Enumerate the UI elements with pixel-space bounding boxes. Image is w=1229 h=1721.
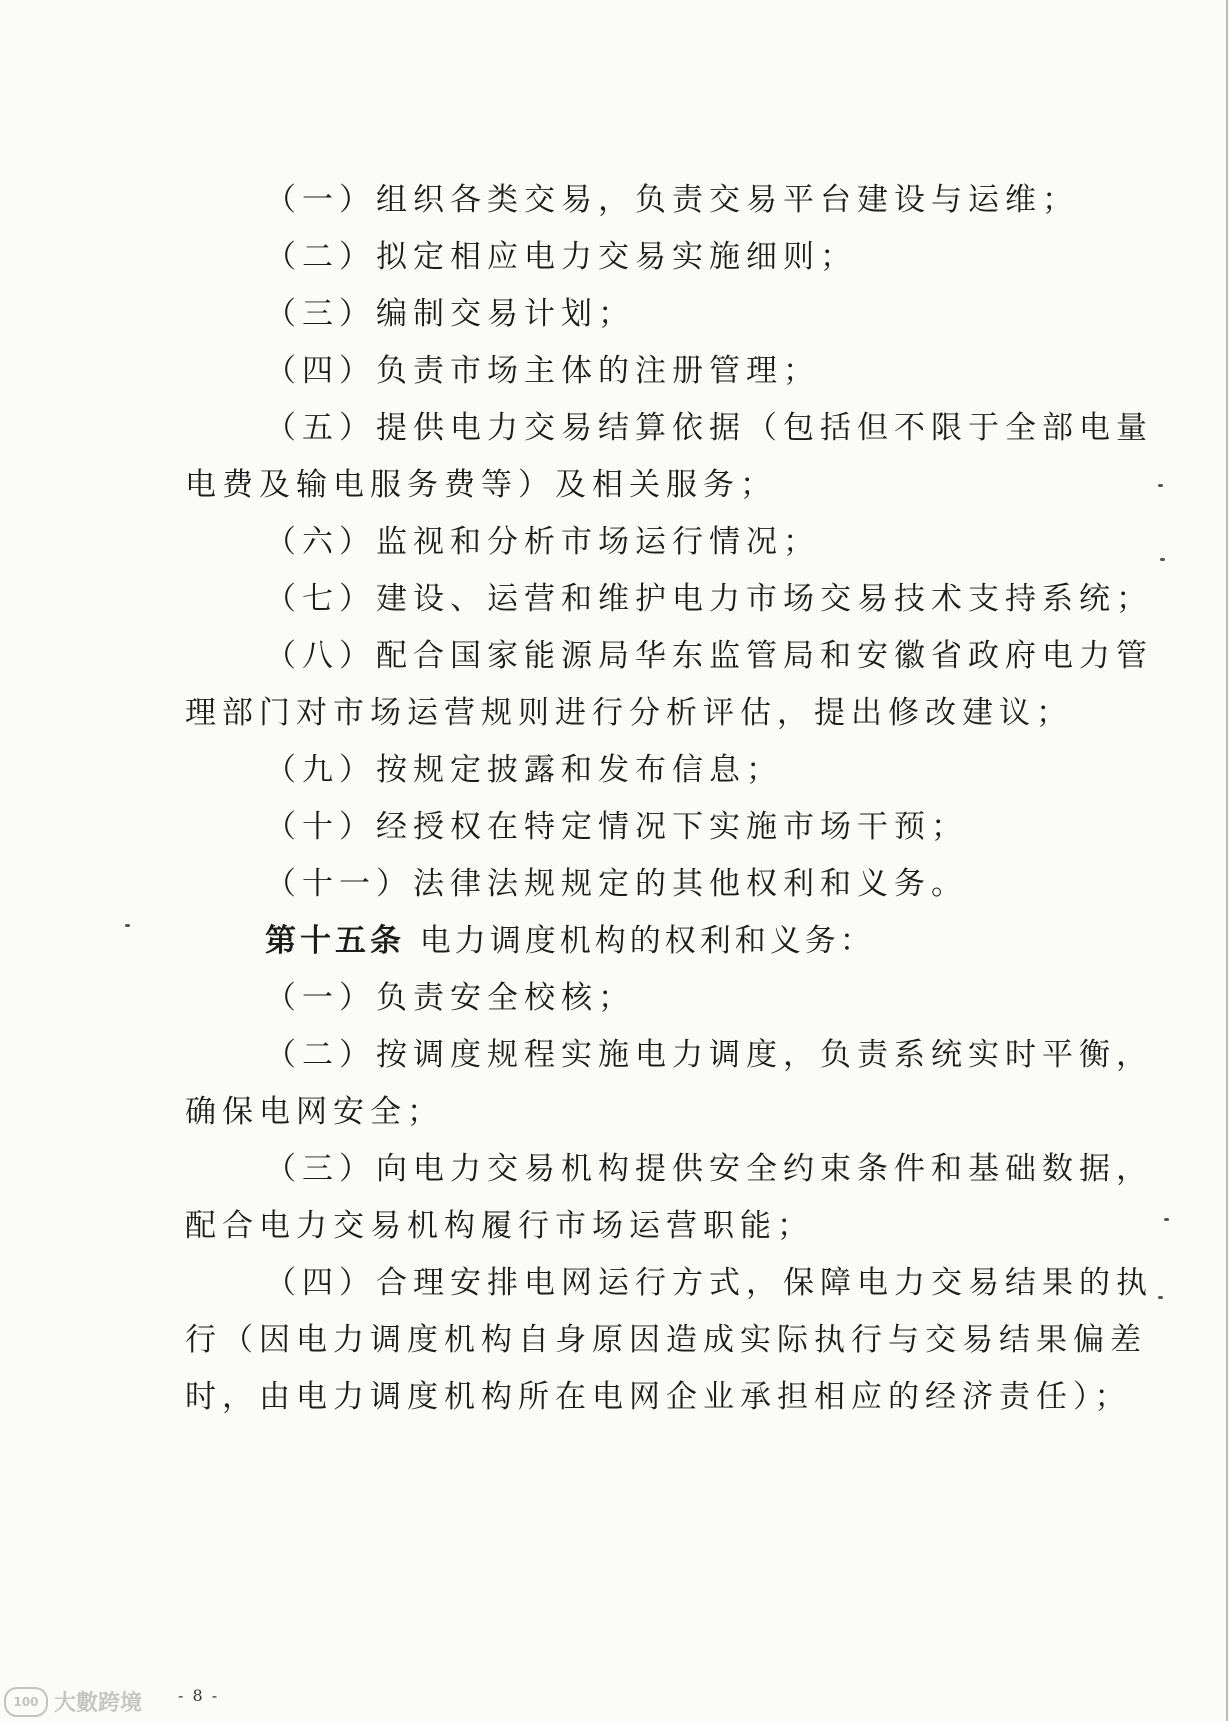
text-line: （十）经授权在特定情况下实施市场干预； [265, 809, 968, 845]
text-line: （四）负责市场主体的注册管理； [265, 353, 820, 389]
scan-speck [125, 924, 130, 927]
text-line: 电费及输电服务费等）及相关服务； [185, 467, 777, 503]
text-line: （一）组织各类交易，负责交易平台建设与运维； [265, 182, 1079, 218]
text-line: （八）配合国家能源局华东监管局和安徽省政府电力管 [265, 638, 1153, 674]
text-line: （十一）法律法规规定的其他权利和义务。 [265, 866, 968, 902]
text-line: （四）合理安排电网运行方式，保障电力交易结果的执 [265, 1265, 1153, 1301]
scan-speck [1164, 1218, 1169, 1221]
scan-speck [1160, 558, 1165, 561]
text-line: （三）编制交易计划； [265, 296, 635, 332]
text-line: 理部门对市场运营规则进行分析评估，提出修改建议； [185, 695, 1073, 731]
text-line: 时，由电力调度机构所在电网企业承担相应的经济责任）； [185, 1379, 1132, 1415]
text-line: （三）向电力交易机构提供安全约束条件和基础数据， [265, 1151, 1153, 1187]
text-line: （二）拟定相应电力交易实施细则； [265, 239, 857, 275]
text-line: （五）提供电力交易结算依据（包括但不限于全部电量 [265, 410, 1153, 446]
text-line: （七）建设、运营和维护电力市场交易技术支持系统； [265, 581, 1153, 617]
page-number: - 8 - [178, 1686, 220, 1705]
text-line: （一）负责安全校核； [265, 980, 635, 1016]
watermark-text: 大數跨境 [54, 1691, 143, 1716]
article-number: 第十五条 [265, 923, 405, 959]
text-line: （六）监视和分析市场运行情况； [265, 524, 820, 560]
text-line: 行（因电力调度机构自身原因造成实际执行与交易结果偏差 [185, 1322, 1147, 1358]
article-title: 电力调度机构的权利和义务： [419, 923, 875, 959]
text-line: （九）按规定披露和发布信息； [265, 752, 783, 788]
watermark-logo-icon: 100 [4, 1687, 48, 1717]
scan-speck [1158, 484, 1163, 487]
scan-speck [1158, 1296, 1163, 1299]
article-heading [265, 921, 875, 961]
text-line: 确保电网安全； [185, 1094, 444, 1130]
watermark [4, 1686, 142, 1717]
text-line: 配合电力交易机构履行市场运营职能； [185, 1208, 814, 1244]
text-line: （二）按调度规程实施电力调度，负责系统实时平衡， [265, 1037, 1153, 1073]
scan-edge [1226, 0, 1228, 1721]
